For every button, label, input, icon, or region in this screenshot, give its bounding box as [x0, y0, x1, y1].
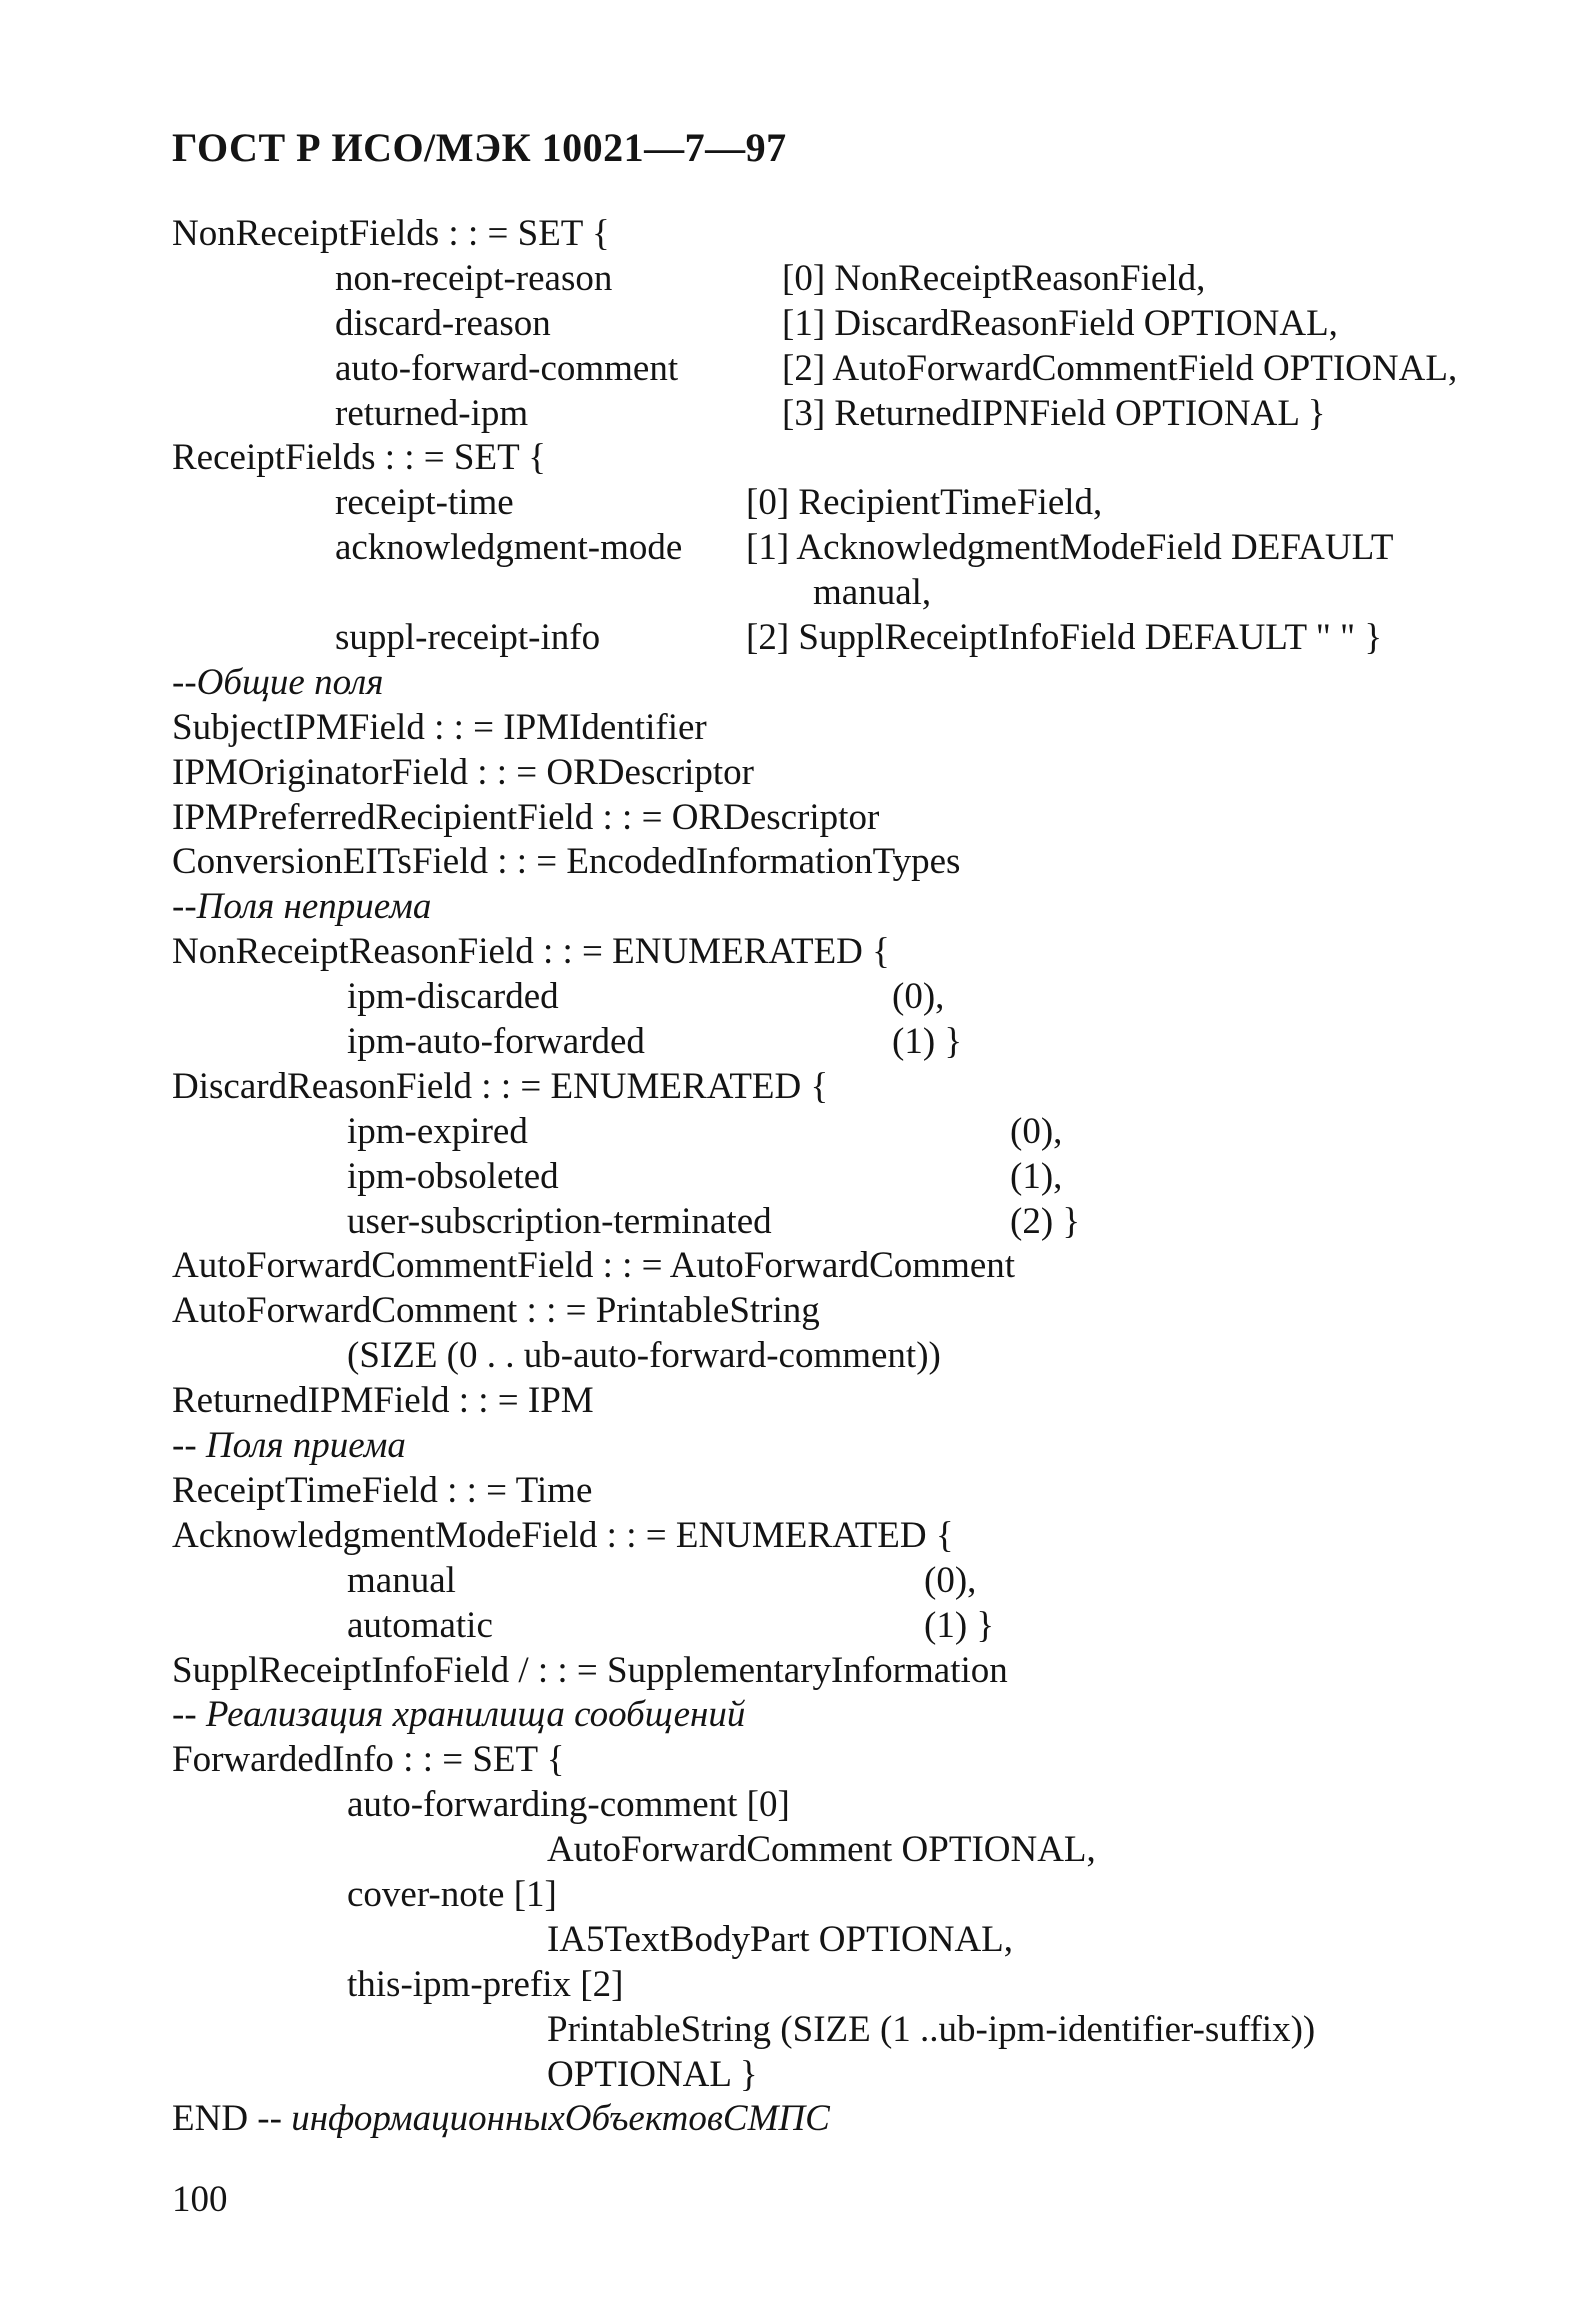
document-header: ГОСТ Р ИСО/МЭК 10021—7—97	[172, 125, 787, 170]
code-line: receipt-time [0] RecipientTimeField,	[335, 482, 1103, 524]
code-line: SubjectIPMField : : = IPMIdentifier	[172, 706, 707, 748]
code-line: automatic (1) }	[347, 1604, 995, 1646]
code-line: acknowledgment-mode [1] AcknowledgmentModeField DEFAULT	[335, 527, 1394, 569]
code-line: ConversionEITsField : : = EncodedInformationTypes	[172, 841, 961, 883]
code-line: auto-forward-comment [2] AutoForwardCommentField OPTIONAL,	[335, 347, 1458, 389]
code-line: returned-ipm [3] ReturnedIPNField OPTIONAL }	[335, 392, 1326, 434]
section-comment: -- Реализация хранилища сообщений	[172, 1694, 746, 1736]
code-line: ipm-discarded (0),	[347, 976, 945, 1018]
code-line: ReturnedIPMField : : = IPM	[172, 1380, 594, 1422]
code-line: manual,	[813, 572, 932, 614]
end-comment: информационныхОбъектовСМПС	[291, 2098, 830, 2140]
code-line: AutoForwardComment OPTIONAL,	[547, 1829, 1096, 1871]
code-line: AutoForwardCommentField : : = AutoForwardComment	[172, 1245, 1016, 1287]
code-line: user-subscription-terminated (2) }	[347, 1200, 1081, 1242]
code-line: non-receipt-reason [0] NonReceiptReasonField,	[335, 257, 1206, 299]
code-line: this-ipm-prefix [2]	[347, 1963, 624, 2005]
code-line: auto-forwarding-comment [0]	[347, 1784, 790, 1826]
code-line: OPTIONAL }	[547, 2053, 758, 2095]
section-comment: --Общие поля	[172, 661, 384, 703]
code-line: ReceiptTimeField : : = Time	[172, 1469, 593, 1511]
section-comment: -- Поля приема	[172, 1425, 406, 1467]
code-line: (SIZE (0 . . ub-auto-forward-comment))	[347, 1335, 941, 1377]
code-line: IPMOriginatorField : : = ORDescriptor	[172, 751, 754, 793]
asn1-listing	[172, 212, 1572, 2142]
code-line: ForwardedInfo : : = SET {	[172, 1739, 565, 1781]
code-line: AcknowledgmentModeField : : = ENUMERATED {	[172, 1514, 954, 1556]
code-line: ipm-obsoleted (1),	[347, 1155, 1063, 1197]
page-number: 100	[172, 2179, 228, 2220]
code-line: AutoForwardComment : : = PrintableString	[172, 1290, 820, 1332]
code-line: ReceiptFields : : = SET {	[172, 437, 547, 479]
code-line: ipm-auto-forwarded (1) }	[347, 1021, 963, 1063]
code-line: PrintableString (SIZE (1 ..ub-ipm-identifier-suffix))	[547, 2008, 1316, 2050]
code-line: SupplReceiptInfoField / : : = SupplementaryInformation	[172, 1649, 1008, 1691]
code-line: NonReceiptFields : : = SET {	[172, 213, 610, 254]
code-line: IPMPreferredRecipientField : : = ORDescriptor	[172, 796, 880, 838]
section-comment: --Поля неприема	[172, 886, 432, 928]
code-line: DiscardReasonField : : = ENUMERATED {	[172, 1065, 829, 1107]
code-line: manual (0),	[347, 1559, 977, 1601]
code-line: IA5TextBodyPart OPTIONAL,	[547, 1918, 1014, 1960]
end-line: END -- информационныхОбъектовСМПС	[172, 2098, 830, 2140]
code-line: discard-reason [1] DiscardReasonField OPTIONAL,	[335, 302, 1338, 344]
code-line: ipm-expired (0),	[347, 1110, 1063, 1152]
code-line: suppl-receipt-info [2] SupplReceiptInfoField DEFAULT " " }	[335, 617, 1383, 659]
code-line: NonReceiptReasonField : : = ENUMERATED {	[172, 931, 890, 973]
code-line: cover-note [1]	[347, 1873, 557, 1915]
